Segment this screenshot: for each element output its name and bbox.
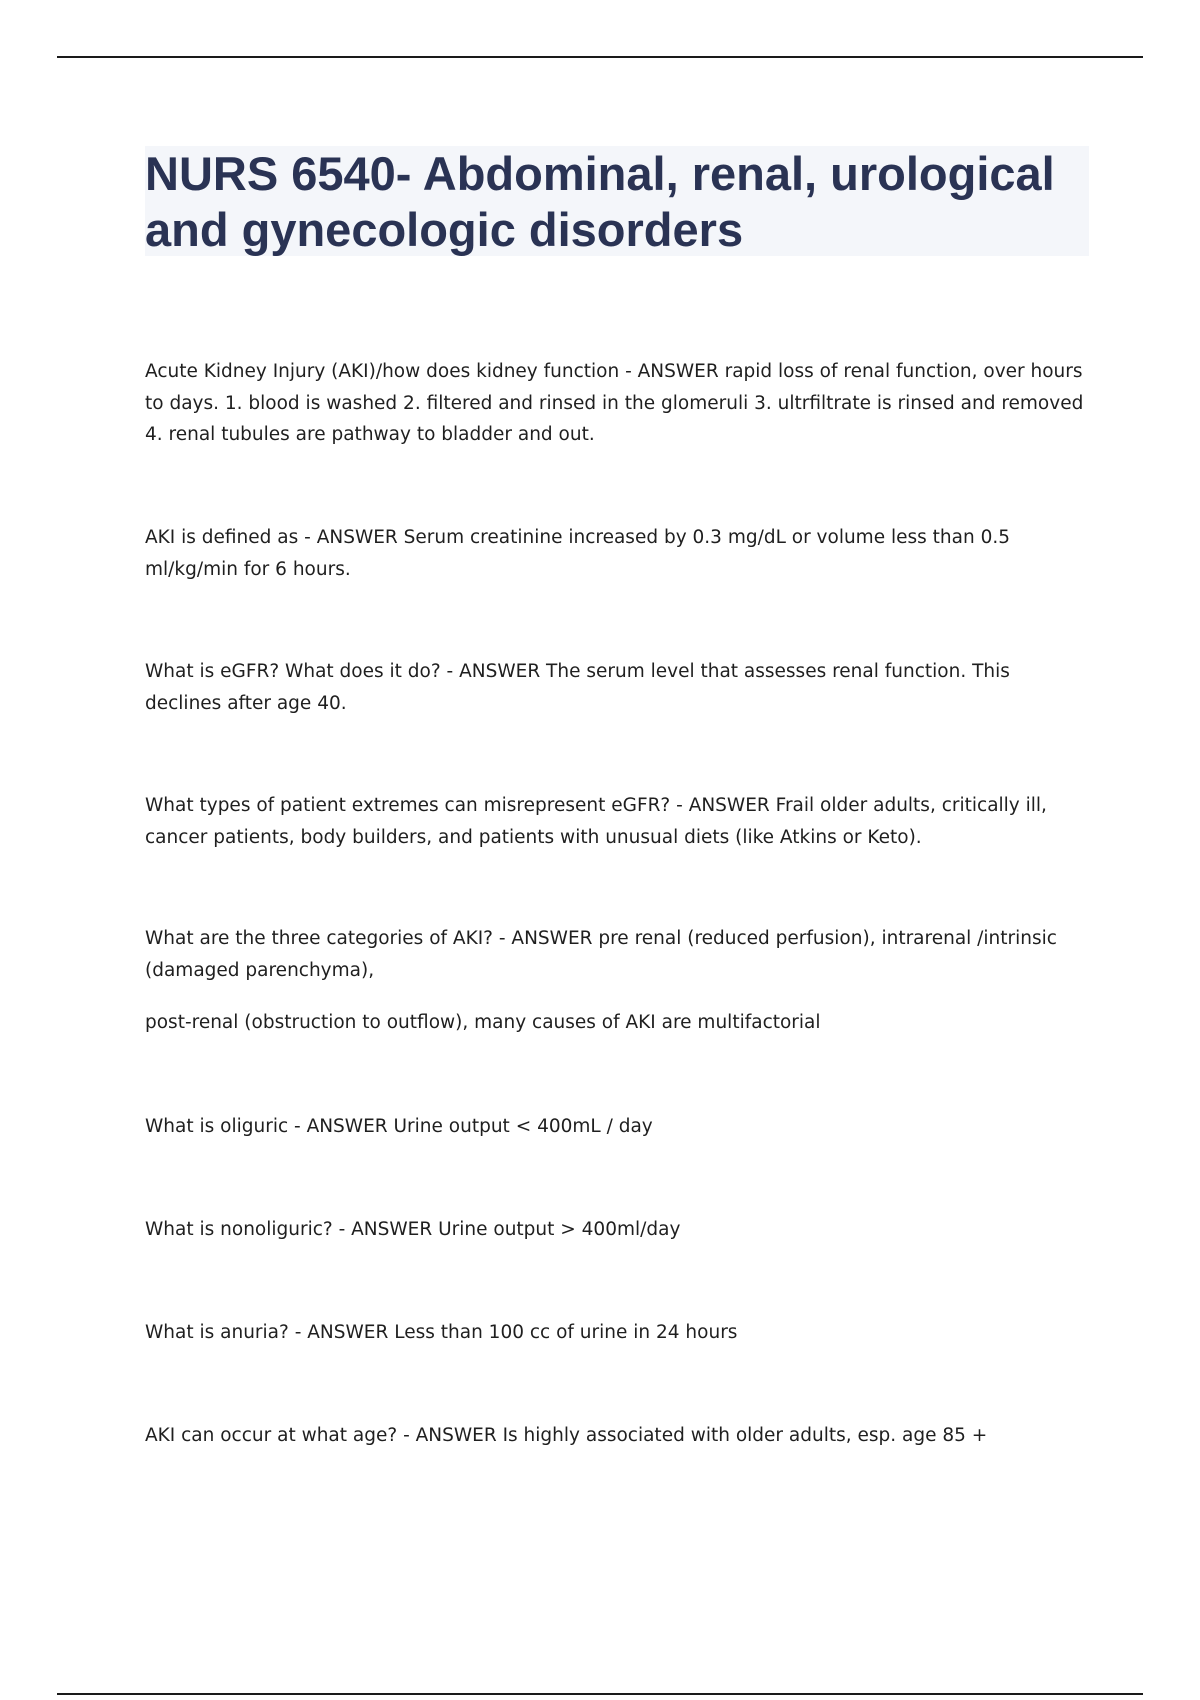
qa-entry-oliguric: What is oliguric - ANSWER Urine output < 400mL / day xyxy=(145,1116,653,1137)
qa-entry-aki-categories-continued: post-renal (obstruction to outflow), many causes of AKI are multifactorial xyxy=(145,1012,821,1033)
qa-entry-aki-categories: What are the three categories of AKI? - ANSWER pre renal (reduced perfusion), intrarenal /intrinsic (damaged parenchyma), xyxy=(145,928,1057,981)
title-block xyxy=(145,146,1089,256)
document-title: NURS 6540- Abdominal, renal, urological and gynecologic disorders xyxy=(145,147,1055,256)
qa-entry-aki-definition: AKI is defined as - ANSWER Serum creatinine increased by 0.3 mg/dL or volume less than 0.5 ml/kg/min for 6 hours. xyxy=(145,527,1010,580)
qa-entry-egfr-extremes: What types of patient extremes can misrepresent eGFR? - ANSWER Frail older adults, critically ill, cancer patients, body builders, and patients with unusual diets (like Atkins or Keto). xyxy=(145,795,1047,848)
qa-entry-aki-age: AKI can occur at what age? - ANSWER Is highly associated with older adults, esp. age 85 + xyxy=(145,1425,988,1446)
qa-entry-nonoliguric: What is nonoliguric? - ANSWER Urine output > 400ml/day xyxy=(145,1219,681,1240)
qa-entry-egfr: What is eGFR? What does it do? - ANSWER The serum level that assesses renal function. This declines after age 40. xyxy=(145,661,1010,714)
top-rule xyxy=(57,56,1143,58)
qa-entry-aki-function: Acute Kidney Injury (AKI)/how does kidney function - ANSWER rapid loss of renal function, over hours to days. 1. blood is washed 2. filtered and rinsed in the glomeruli 3. ultrfiltrate is rinsed and removed 4. renal tubules are pathway to bladder and out. xyxy=(145,361,1084,445)
bottom-rule xyxy=(57,1693,1143,1695)
qa-entry-anuria: What is anuria? - ANSWER Less than 100 cc of urine in 24 hours xyxy=(145,1322,738,1343)
